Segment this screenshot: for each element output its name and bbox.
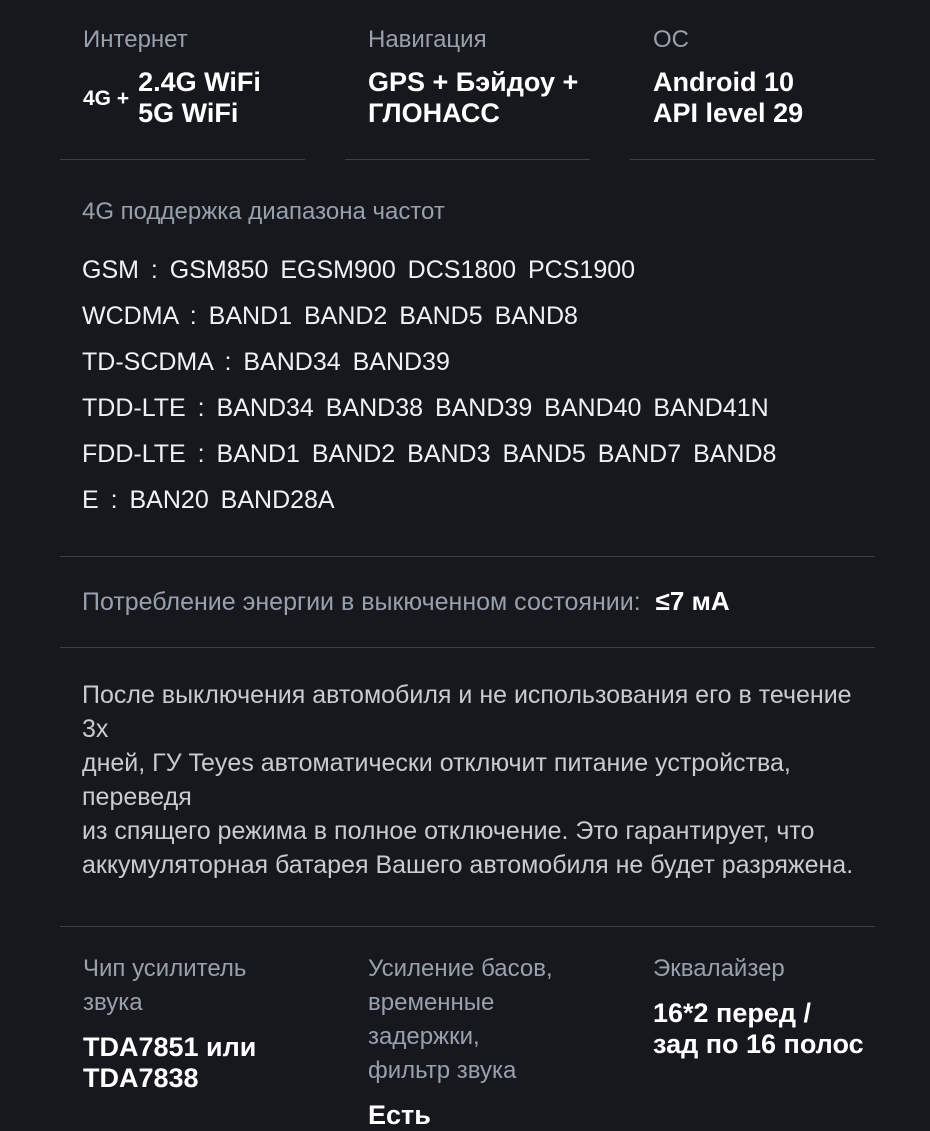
band-line-e: E : BAN20 BAND28A (82, 486, 335, 514)
internet-value-line-2: 5G WiFi (138, 98, 239, 128)
band-list (82, 247, 875, 523)
band-line-tdd-lte: TDD-LTE : BAND34 BAND38 BAND39 BAND40 BAND41N (82, 394, 769, 422)
internet-value-stack (138, 67, 261, 129)
band-line-td-scdma: TD-SCDMA : BAND34 BAND39 (82, 348, 450, 376)
power-consumption-label: Потребление энергии в выкюченном состоянии: (82, 588, 641, 616)
note-line-1: После выключения автомобиля и не использования его в течение 3х (82, 681, 852, 743)
spec-navigation-value (368, 67, 590, 129)
spec-amplifier-chip-cell (60, 952, 305, 1131)
sound-processing-label-line-1: Усиление басов, (368, 955, 553, 982)
bottom-specs-row (60, 927, 875, 1131)
amplifier-chip-value (83, 1032, 305, 1094)
equalizer-label: Эквалайзер (653, 955, 785, 982)
band-line-gsm: GSM : GSM850 EGSM900 DCS1800 PCS1900 (82, 256, 636, 284)
spec-os-cell (630, 0, 875, 160)
note-line-2: дней, ГУ Teyes автоматически отключит питание устройства, переведя (82, 749, 791, 811)
auto-power-off-note (60, 648, 875, 927)
spec-internet-label: Интернет (83, 26, 188, 53)
amplifier-chip-value-line-2: TDA7838 (83, 1063, 199, 1093)
power-consumption-row (60, 557, 875, 648)
band-line-fdd-lte: FDD-LTE : BAND1 BAND2 BAND3 BAND5 BAND7 BAND8 (82, 440, 777, 468)
spec-internet-value (83, 67, 305, 129)
band-line-wcdma: WCDMA : BAND1 BAND2 BAND5 BAND8 (82, 302, 578, 330)
spec-navigation-cell (345, 0, 590, 160)
internet-value-line-1: 2.4G WiFi (138, 67, 261, 97)
spec-navigation-label: Навигация (368, 26, 487, 53)
os-value-line-2: API level 29 (653, 98, 804, 128)
top-specs-row (60, 0, 875, 160)
os-value-line-1: Android 10 (653, 67, 795, 97)
internet-value-prefix: 4G + (83, 86, 130, 110)
note-line-4: аккумуляторная батарея Вашего автомобиля не будет разряжена. (82, 851, 854, 879)
spec-os-label: ОС (653, 26, 689, 53)
amplifier-chip-value-line-1: TDA7851 или (83, 1032, 257, 1062)
equalizer-value (653, 998, 875, 1060)
sound-processing-label-line-3: фильтр звука (368, 1057, 517, 1084)
note-line-3: из спящего режима в полное отключение. Это гарантирует, что (82, 817, 815, 845)
band-support-section (60, 160, 875, 557)
sound-processing-label-line-2: временные задержки, (368, 989, 495, 1050)
equalizer-value-line-2: зад по 16 полос (653, 1029, 864, 1059)
spec-equalizer-cell (630, 952, 875, 1131)
navigation-value-line-1: GPS + Бэйдоу + (368, 67, 579, 97)
spec-os-value (653, 67, 875, 129)
spec-sound-processing-cell (345, 952, 590, 1131)
sound-processing-label (368, 952, 590, 1088)
sound-processing-value: Есть (368, 1100, 431, 1130)
equalizer-value-line-1: 16*2 перед / (653, 998, 812, 1028)
band-support-title: 4G поддержка диапазона частот (82, 198, 445, 225)
amplifier-chip-label: Чип усилитель звука (83, 955, 247, 1016)
spec-internet-cell (60, 0, 305, 160)
power-consumption-value: ≤7 мА (655, 586, 730, 616)
navigation-value-line-2: ГЛОНАСС (368, 98, 500, 128)
